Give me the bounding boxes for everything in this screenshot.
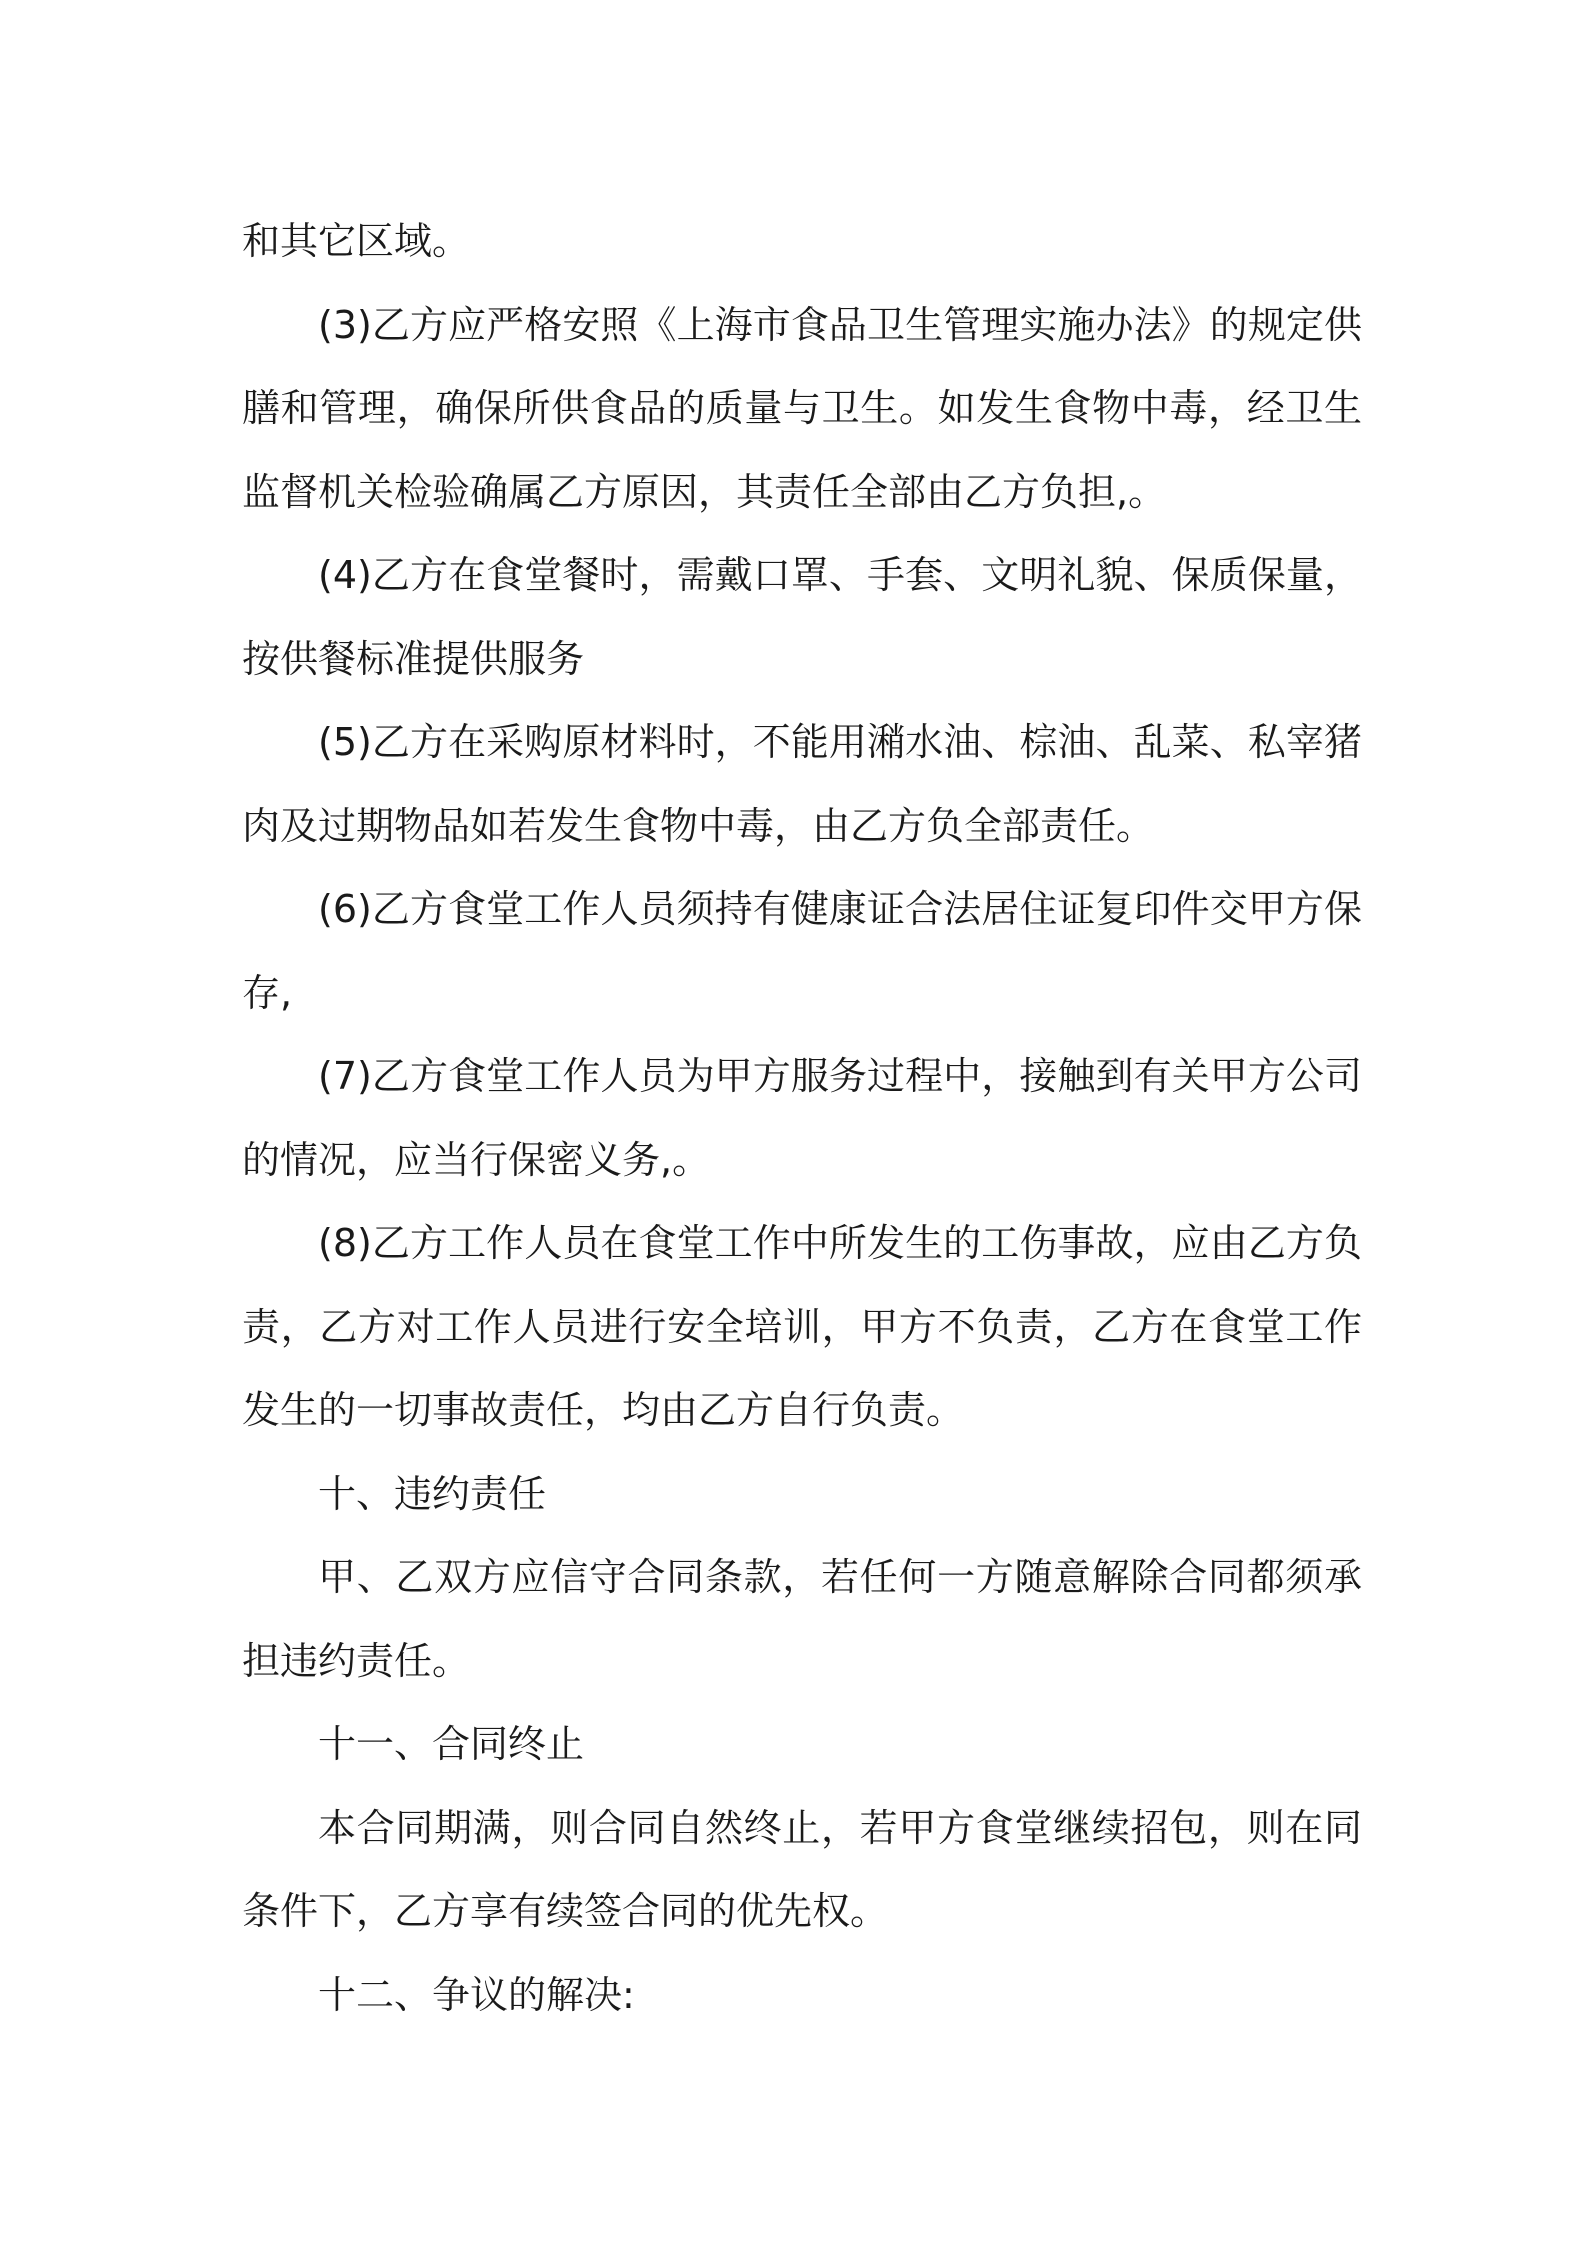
paragraph-continuation: 和其它区域。 [242, 219, 471, 263]
paragraph-termination: 本合同期满，则合同自然终止，若甲方食堂继续招包，则在同条件下，乙方享有续签合同的优先权。 [242, 1805, 1362, 1933]
paragraph-clause-5: (5)乙方在采购原材料时，不能用潲水油、棕油、乱菜、私宰猪肉及过期物品如若发生食物中毒，由乙方负全部责任。 [242, 720, 1362, 848]
paragraph-clause-3: (3)乙方应严格安照《上海市食品卫生管理实施办法》的规定供膳和管理，确保所供食品的质量与卫生。如发生食物中毒，经卫生监督机关检验确属乙方原因，其责任全部由乙方负担,。 [242, 302, 1362, 514]
paragraph-clause-4: (4)乙方在食堂餐时，需戴口罩、手套、文明礼貌、保质保量，按供餐标准提供服务 [242, 553, 1362, 681]
section-heading-termination: 十一、合同终止 [318, 1722, 585, 1766]
section-heading-breach: 十、违约责任 [318, 1471, 547, 1516]
paragraph-clause-8: (8)乙方工作人员在食堂工作中所发生的工伤事故，应由乙方负责，乙方对工作人员进行安全培训，甲方不负责，乙方在食堂工作发生的一切事故责任，均由乙方自行负责。 [242, 1221, 1362, 1432]
section-heading-dispute: 十二、争议的解决: [318, 1972, 635, 2017]
paragraph-clause-6: (6)乙方食堂工作人员须持有健康证合法居住证复印件交甲方保存, [242, 887, 1362, 1015]
paragraph-breach: 甲、乙双方应信守合同条款，若任何一方随意解除合同都须承担违约责任。 [242, 1555, 1362, 1683]
paragraph-clause-7: (7)乙方食堂工作人员为甲方服务过程中，接触到有关甲方公司的情况，应当行保密义务,。 [242, 1054, 1362, 1182]
document-body [242, 200, 1362, 2037]
